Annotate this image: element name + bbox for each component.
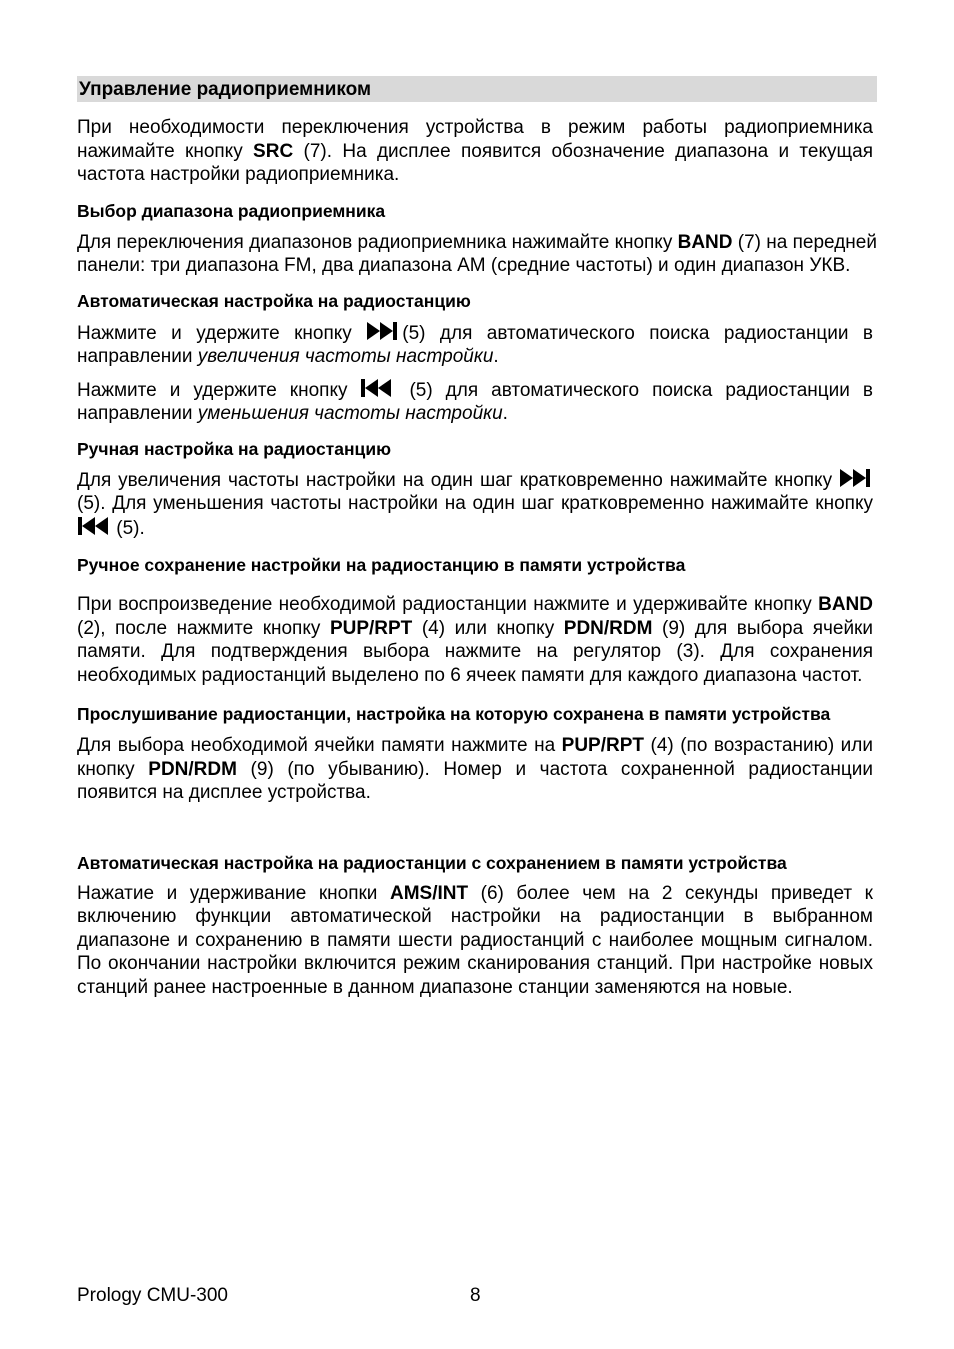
auto-tune-paragraph-1	[77, 321, 873, 369]
pup-rpt-button-label: PUP/RPT	[561, 735, 644, 756]
auto-save-text-2: (6) более чем на 2 секунды приведет к включению функции автоматической настройки на радиостанции в выбранном диапазоне и сохранению в памяти шести радиостанций с наиболее мощным сигналом. По окончании настройки включится режим сканирования станций. При настройке новых станций ранее настроенные в данном диапазоне станции заменяются на новые.	[77, 882, 873, 998]
band-button-label: BAND	[677, 231, 733, 253]
manual-save-heading: Ручное сохранение настройки на радиостанцию в памяти устройства	[77, 555, 686, 575]
page-content	[77, 76, 877, 999]
auto-tune-p2-text-3: .	[502, 403, 508, 424]
auto-save-paragraph	[77, 882, 873, 1000]
band-select-text-1: Для переключения диапазонов радиоприемника нажимайте кнопку	[77, 231, 678, 253]
listen-saved-heading: Прослушивание радиостанции, настройка на которую сохранена в памяти устройства	[77, 704, 831, 724]
listen-saved-text-1: Для выбора необходимой ячейки памяти нажмите на	[77, 735, 562, 756]
auto-save-text-1: Нажатие и удерживание кнопки	[77, 882, 390, 904]
band-button-label: BAND	[818, 594, 873, 615]
listen-saved-text-3: (9) (по убыванию). Номер и частота сохраненной радиостанции появится на дисплее устройства.	[77, 758, 873, 803]
manual-tune-paragraph	[77, 468, 873, 541]
intro-text-2: (7). На дисплее появится обозначение диапазона и текущая частота настройки радиоприемника.	[77, 140, 873, 185]
manual-tune-text-3: (5).	[111, 517, 145, 539]
intro-text-1: При необходимости переключения устройства в режим работы радиоприемника нажимайте кнопку	[77, 117, 873, 162]
listen-saved-text-2: (4) (по возрастанию) или кнопку	[77, 735, 873, 780]
manual-save-text-3: (4) или кнопку	[412, 617, 564, 639]
auto-save-heading: Автоматическая настройка на радиостанции с сохранением в памяти устройства	[77, 852, 787, 873]
auto-tune-p1-text-3: .	[493, 346, 499, 367]
listen-saved-paragraph	[77, 734, 873, 805]
band-select-text-2: (7) на передней панели: три диапазона FM, два диапазона AM (средние частоты) и один диапазон УКВ.	[77, 231, 877, 276]
page-number: 8	[470, 1285, 481, 1306]
auto-tune-heading: Автоматическая настройка на радиостанцию	[77, 290, 471, 311]
auto-tune-p1-italic: увеличения частоты настройки	[197, 346, 494, 367]
prev-track-icon	[360, 378, 396, 398]
auto-tune-p1-text-2: (5) для автоматического поиска радиостанции в направлении	[77, 322, 873, 367]
manual-save-paragraph	[77, 593, 873, 687]
auto-tune-p2-text-2: (5) для автоматического поиска радиостанции в направлении	[77, 379, 873, 424]
auto-tune-p1-text-1: Нажмите и удержите кнопку	[77, 322, 367, 344]
auto-tune-p2-text-1: Нажмите и удержите кнопку	[77, 379, 361, 401]
next-track-icon	[839, 468, 873, 488]
manual-save-text-1: При воспроизведение необходимой радиостанции нажмите и удерживайте кнопку	[77, 594, 819, 615]
manual-save-text-4: (9) для выбора ячейки памяти. Для подтверждения выбора нажмите на регулятор (3). Для сохранения необходимых радиостанций выделено по 6 ячеек памяти для каждого диапазона частот.	[77, 617, 873, 686]
manual-save-text-2: (2), после нажмите кнопку	[77, 617, 330, 639]
manual-tune-heading: Ручная настройка на радиостанцию	[77, 438, 392, 459]
footer-model: Prology CMU-300	[77, 1285, 228, 1306]
auto-tune-p2-italic: уменьшения частоты настройки	[197, 403, 503, 424]
pdn-rdm-button-label: PDN/RDM	[148, 758, 237, 780]
manual-tune-text-1: Для увеличения частоты настройки на один шаг кратковременно нажимайте кнопку	[77, 469, 839, 491]
ams-int-button-label: AMS/INT	[389, 882, 469, 904]
src-button-label: SRC	[253, 140, 294, 162]
band-select-heading: Выбор диапазона радиоприемника	[77, 200, 386, 221]
next-track-icon	[366, 321, 402, 341]
section-title: Управление радиоприемником	[77, 76, 877, 102]
band-select-paragraph	[77, 231, 877, 278]
pdn-rdm-button-label: PDN/RDM	[563, 617, 653, 639]
intro-paragraph	[77, 116, 873, 187]
auto-tune-paragraph-2	[77, 378, 873, 426]
prev-track-icon	[77, 516, 111, 536]
manual-tune-text-2: (5). Для уменьшения частоты настройки на один шаг кратковременно нажимайте кнопку	[77, 493, 873, 514]
pup-rpt-button-label: PUP/RPT	[329, 617, 413, 639]
